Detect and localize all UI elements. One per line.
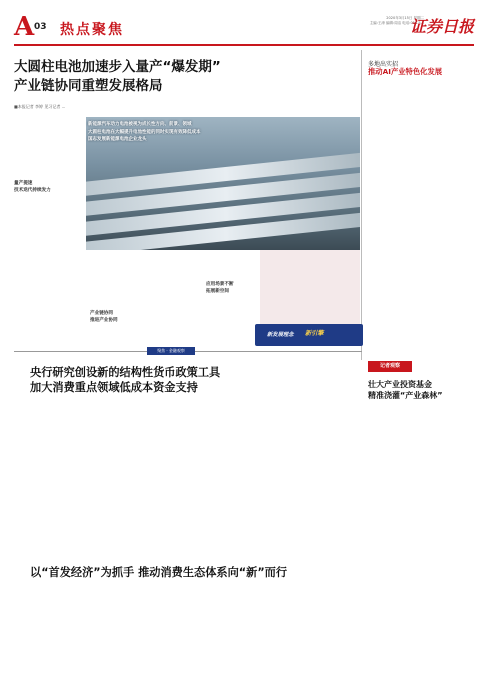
body-text-block — [14, 112, 82, 212]
subhead-2b: 推进产业协同 — [90, 318, 118, 323]
page-letter: A — [14, 12, 35, 42]
section-tag: 聚焦 · 金融观察 — [147, 347, 195, 355]
column-divider — [361, 50, 362, 360]
right-body-text — [368, 80, 472, 350]
photo-caption — [88, 121, 201, 144]
subhead-3b: 拓展新空间 — [206, 289, 229, 294]
campaign-banner[interactable] — [255, 324, 363, 346]
masthead-logo: 证券日报 — [409, 17, 474, 36]
article-3-body — [14, 585, 472, 695]
caption-line: 新能源汽车动力电池被视为成长性方向、前景、领域 — [88, 122, 192, 127]
caption-line: 大圆柱电池在大幅提升电池性能的同时实现有效降低成本 — [88, 129, 201, 135]
observer-label: 记者观察 — [368, 361, 412, 372]
article-2-headline-line1: 央行研究创设新的结构性货币政策工具 — [30, 366, 221, 379]
pull-quote-box — [260, 250, 360, 330]
subhead-1: 量产提速 — [14, 181, 33, 186]
subhead-1b: 技术迭代持续发力 — [14, 188, 51, 193]
subhead-2: 产业链协同 — [90, 311, 113, 316]
header-meta-line: 2020年3月15日 星期二 — [386, 16, 424, 20]
page-number: 03 — [34, 22, 47, 32]
right-kicker: 多地出实招 — [368, 61, 399, 68]
main-byline: ■本报记者 李婷 见习记者 ... — [14, 104, 66, 109]
header-meta — [314, 16, 424, 26]
caption-line: 国志发展新能源电池企业龙头 — [88, 137, 147, 142]
article-3-headline[interactable]: 以“首发经济”为抓手 推动消费生态体系向“新”而行 — [30, 566, 288, 579]
header-meta-line: 主编:王涛 编辑:周洁 电话:010-5... — [369, 21, 424, 25]
page-header — [14, 10, 474, 46]
right-headline[interactable]: 推动AI产业特色化发展 — [368, 67, 443, 76]
article-2-headline-line2: 加大消费重点领域低成本资金支持 — [30, 381, 198, 394]
article-2-headline[interactable] — [30, 365, 220, 395]
section-name: 热点聚焦 — [60, 22, 124, 38]
main-headline-line1: 大圆柱电池加速步入量产“爆发期” — [14, 59, 221, 75]
right-headline-2-line2: 精准浇灌“产业森林” — [368, 391, 443, 400]
main-headline[interactable] — [14, 58, 354, 96]
article-2-body — [14, 400, 362, 550]
right-headline-2[interactable] — [368, 379, 443, 401]
subhead-3: 应用场景不断 — [206, 282, 234, 287]
banner-tag: 新引擎 — [305, 330, 324, 337]
right-headline-2-line1: 壮大产业投资基金 — [368, 380, 432, 389]
main-headline-line2: 产业链协同重塑发展格局 — [14, 78, 163, 94]
banner-text: 新发展理念 — [267, 332, 294, 338]
